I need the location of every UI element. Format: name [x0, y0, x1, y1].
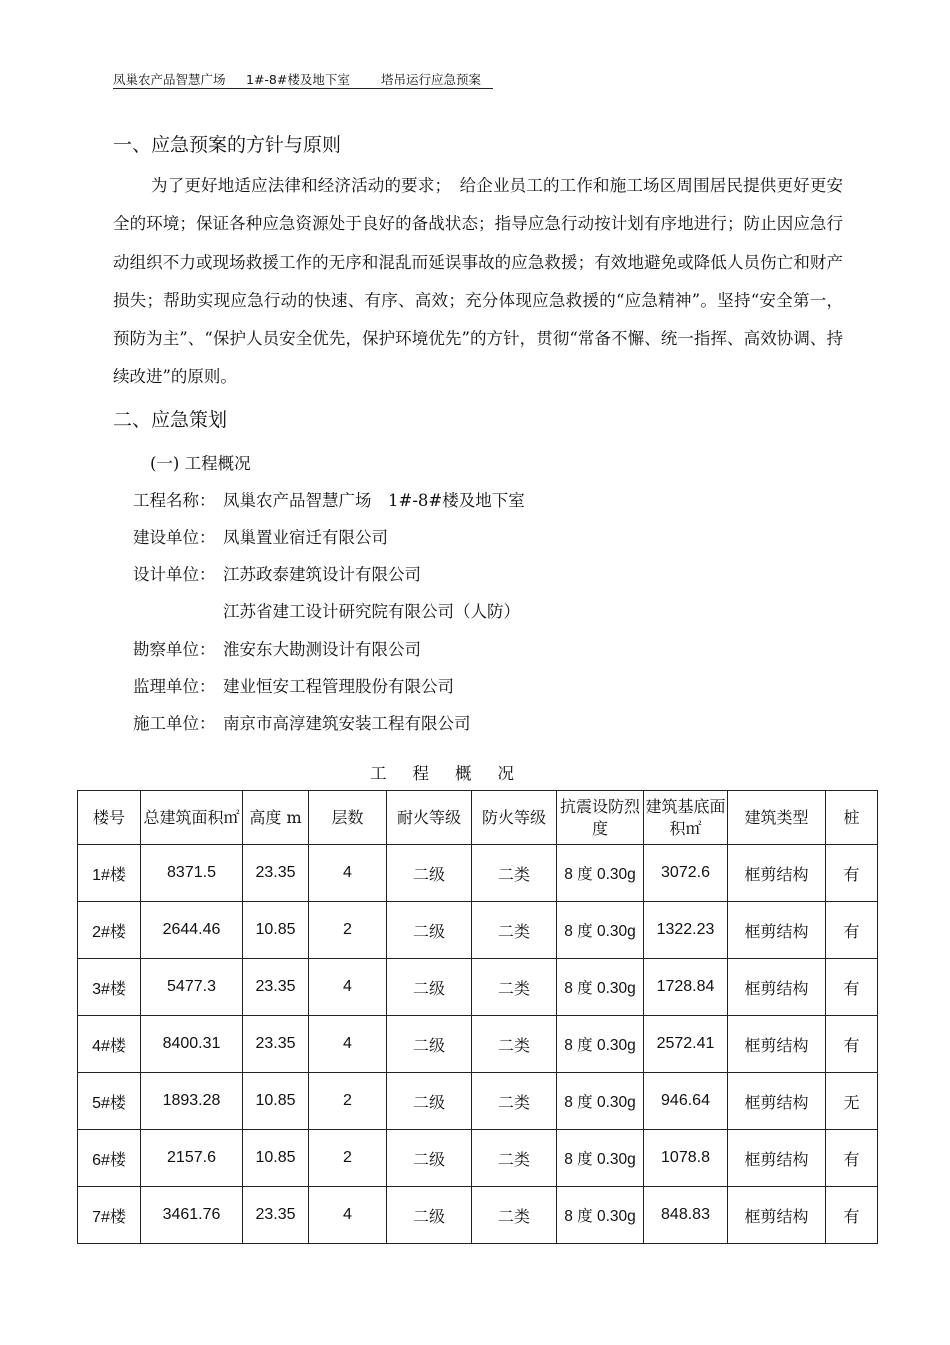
- table-row: [78, 959, 878, 1016]
- info-label: 监理单位：: [133, 677, 216, 696]
- table-cell: 10.85: [243, 1130, 309, 1187]
- project-overview-table: [77, 790, 878, 1244]
- table-cell: 二级: [387, 959, 472, 1016]
- table-cell: 4: [309, 1187, 387, 1244]
- table-cell: 二类: [472, 959, 557, 1016]
- section2-subtitle: (一) 工程概况: [150, 454, 251, 473]
- table-cell: 框剪结构: [728, 959, 826, 1016]
- table-cell: 3461.76: [141, 1187, 243, 1244]
- table-cell: 8 度 0.30g: [557, 1073, 644, 1130]
- table-cell: 2: [309, 1073, 387, 1130]
- table-row: [78, 845, 878, 902]
- table-cell: 4: [309, 845, 387, 902]
- table-cell: 二类: [472, 1187, 557, 1244]
- table-cell: 有: [826, 902, 878, 959]
- info-value: 凤巢置业宿迁有限公司: [223, 528, 388, 547]
- table-cell: 3072.6: [644, 845, 728, 902]
- table-cell: 有: [826, 1130, 878, 1187]
- table-row: [78, 902, 878, 959]
- section2-title: 二、应急策划: [113, 409, 228, 431]
- table-cell: 8 度 0.30g: [557, 1130, 644, 1187]
- table-cell: 2644.46: [141, 902, 243, 959]
- table-cell: 3#楼: [78, 959, 141, 1016]
- table-cell: 2#楼: [78, 902, 141, 959]
- info-label: 设计单位：: [133, 565, 216, 584]
- table-cell: 框剪结构: [728, 1016, 826, 1073]
- table-cell: 有: [826, 1187, 878, 1244]
- table-cell: 5#楼: [78, 1073, 141, 1130]
- table-cell: 二类: [472, 1073, 557, 1130]
- table-cell: 框剪结构: [728, 902, 826, 959]
- info-contractor: [133, 710, 471, 734]
- table-cell: 无: [826, 1073, 878, 1130]
- table-cell: 7#楼: [78, 1187, 141, 1244]
- table-cell: 框剪结构: [728, 1187, 826, 1244]
- table-cell: 2: [309, 1130, 387, 1187]
- table-cell: 有: [826, 845, 878, 902]
- table-cell: 5477.3: [141, 959, 243, 1016]
- table-cell: 1#楼: [78, 845, 141, 902]
- table-cell: 1322.23: [644, 902, 728, 959]
- info-label: 施工单位：: [133, 714, 216, 733]
- table-cell: 8400.31: [141, 1016, 243, 1073]
- header-doc-title: 塔吊运行应急预案: [381, 72, 482, 87]
- table-cell: 1893.28: [141, 1073, 243, 1130]
- col-header: 楼号: [78, 791, 141, 845]
- info-value: 凤巢农产品智慧广场 1#-8#楼及地下室: [223, 491, 525, 510]
- table-cell: 二类: [472, 902, 557, 959]
- table-row: [78, 1073, 878, 1130]
- table-cell: 4: [309, 1016, 387, 1073]
- table-cell: 4: [309, 959, 387, 1016]
- col-header: 建筑基底面积㎡: [644, 791, 728, 845]
- col-header: 高度 m: [243, 791, 309, 845]
- table-cell: 8 度 0.30g: [557, 1016, 644, 1073]
- page-header: [113, 68, 493, 89]
- table-cell: 946.64: [644, 1073, 728, 1130]
- table-cell: 2572.41: [644, 1016, 728, 1073]
- table-cell: 10.85: [243, 1073, 309, 1130]
- table-cell: 框剪结构: [728, 845, 826, 902]
- table-row: [78, 1130, 878, 1187]
- table-cell: 10.85: [243, 902, 309, 959]
- info-supervisor: [133, 673, 454, 697]
- info-value: 淮安东大勘测设计有限公司: [223, 640, 421, 659]
- col-header: 耐火等级: [387, 791, 472, 845]
- table-cell: 2157.6: [141, 1130, 243, 1187]
- table-cell: 二级: [387, 1073, 472, 1130]
- header-buildings: 1#-8#楼及地下室: [246, 72, 350, 87]
- info-label: 勘察单位：: [133, 640, 216, 659]
- table-cell: 8 度 0.30g: [557, 1187, 644, 1244]
- col-header: 桩: [826, 791, 878, 845]
- table-cell: 二类: [472, 845, 557, 902]
- info-surveyor: [133, 636, 421, 660]
- header-project: 凤巢农产品智慧广场: [113, 72, 226, 87]
- col-header: 层数: [309, 791, 387, 845]
- table-cell: 2: [309, 902, 387, 959]
- info-label: 建设单位：: [133, 528, 216, 547]
- info-value: 建业恒安工程管理股份有限公司: [223, 677, 454, 696]
- info-value: 南京市高淳建筑安装工程有限公司: [223, 714, 471, 733]
- table-cell: 23.35: [243, 845, 309, 902]
- table-header-row: [78, 791, 878, 845]
- table-cell: 8 度 0.30g: [557, 959, 644, 1016]
- col-header: 防火等级: [472, 791, 557, 845]
- table-row: [78, 1187, 878, 1244]
- table-cell: 8371.5: [141, 845, 243, 902]
- table-cell: 8 度 0.30g: [557, 902, 644, 959]
- table-cell: 二级: [387, 1016, 472, 1073]
- table-cell: 848.83: [644, 1187, 728, 1244]
- table-cell: 23.35: [243, 1016, 309, 1073]
- col-header: 建筑类型: [728, 791, 826, 845]
- info-value: 江苏政泰建筑设计有限公司: [223, 565, 421, 584]
- table-cell: 6#楼: [78, 1130, 141, 1187]
- section1-title: 一、应急预案的方针与原则: [113, 134, 342, 156]
- table-cell: 二级: [387, 1187, 472, 1244]
- table-row: [78, 1016, 878, 1073]
- table-cell: 4#楼: [78, 1016, 141, 1073]
- table-cell: 有: [826, 959, 878, 1016]
- table-cell: 框剪结构: [728, 1130, 826, 1187]
- table-cell: 二级: [387, 1130, 472, 1187]
- table-cell: 1728.84: [644, 959, 728, 1016]
- info-project-name: [133, 487, 525, 511]
- table-cell: 23.35: [243, 959, 309, 1016]
- info-value: 江苏省建工设计研究院有限公司（人防）: [223, 602, 520, 621]
- col-header: 总建筑面积㎡: [141, 791, 243, 845]
- table-cell: 框剪结构: [728, 1073, 826, 1130]
- info-designer: [133, 561, 421, 585]
- table-title: 工程概况: [370, 764, 540, 783]
- info-developer: [133, 524, 388, 548]
- section1-paragraph: 为了更好地适应法律和经济活动的要求； 给企业员工的工作和施工场区周围居民提供更好更安全的环境；保证各种应急资源处于良好的备战状态；指导应急行动按计划有序地进行；防止因应急行动组织不力或现场救援工作的无序和混乱而延误事故的应急救援；有效地避免或降低人员伤亡和财产损失；帮助实现应急行动的快速、有序、高效；充分体现应急救援的“应急精神”。坚持“安全第一，预防为主”、“保护人员安全优先，保护环境优先”的方针，贯彻“常备不懈、统一指挥、高效协调、持续改进”的原则。: [113, 176, 843, 387]
- table-cell: 有: [826, 1016, 878, 1073]
- col-header: 抗震设防烈度: [557, 791, 644, 845]
- table-cell: 二类: [472, 1130, 557, 1187]
- table-cell: 23.35: [243, 1187, 309, 1244]
- info-designer-2: [133, 598, 520, 622]
- table-cell: 二级: [387, 902, 472, 959]
- table-cell: 1078.8: [644, 1130, 728, 1187]
- table-cell: 二类: [472, 1016, 557, 1073]
- table-cell: 二级: [387, 845, 472, 902]
- table-cell: 8 度 0.30g: [557, 845, 644, 902]
- info-label: 工程名称：: [133, 491, 216, 510]
